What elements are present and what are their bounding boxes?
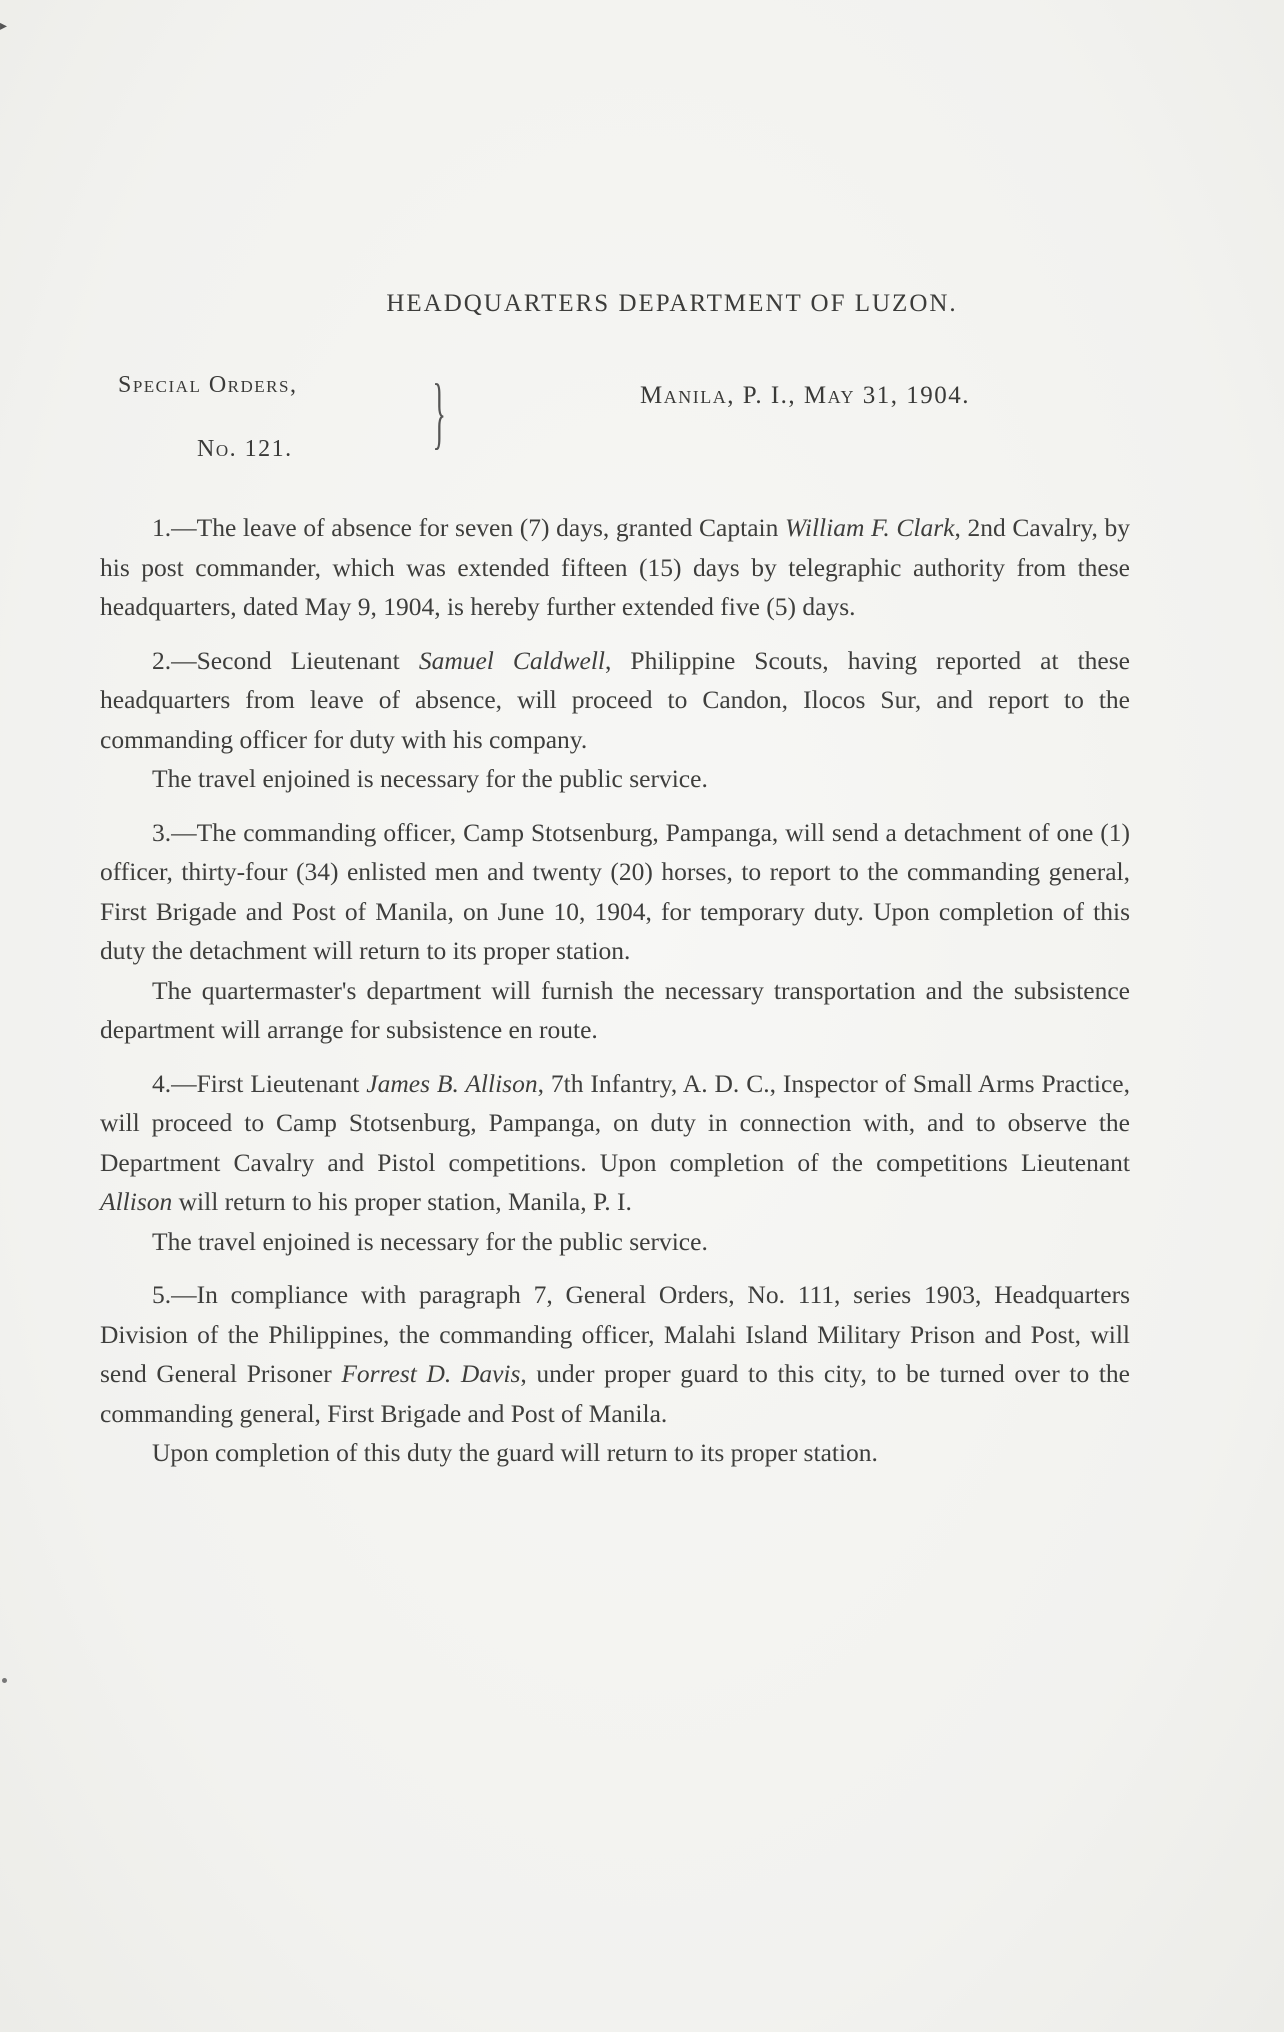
- paragraph-3: [100, 813, 1130, 971]
- special-orders-label: Special Orders,: [118, 372, 298, 398]
- paragraph-text: —Second Lieutenant: [171, 645, 419, 675]
- page-edge-mark: ▸: [0, 18, 8, 34]
- paragraph-number: 1.: [152, 513, 172, 542]
- document-header: HEADQUARTERS DEPARTMENT OF LUZON.: [386, 290, 958, 317]
- paragraph-text: —First Lieutenant: [171, 1068, 367, 1098]
- paragraph-number: 2.: [152, 645, 172, 675]
- paragraph-5-followup: Upon completion of this duty the guard will return to its proper station.: [152, 1438, 878, 1467]
- person-name: William F. Clark: [785, 513, 955, 542]
- paragraph-4: [100, 1064, 1130, 1222]
- person-name: Forrest D. Davis: [341, 1359, 521, 1388]
- person-name: James B. Allison: [366, 1068, 538, 1098]
- paragraph-4-followup: The travel enjoined is necessary for the public service.: [152, 1226, 708, 1256]
- paragraph-1: [100, 508, 1130, 627]
- paragraph-text: —The leave of absence for seven (7) days, granted Captain: [171, 513, 786, 542]
- paragraph-text: , 2nd Cavalry, by his post commander, which was extended fifteen (15) days by telegraphic authority from these headquarters, dated May 9, 1904, is hereby further extended five (5) days.: [100, 513, 1130, 621]
- page-edge-dot: [2, 1678, 7, 1683]
- paragraph-2-followup: The travel enjoined is necessary for the public service.: [152, 764, 708, 793]
- special-orders-number: No. 121.: [197, 436, 293, 462]
- document-body: [100, 508, 1130, 1473]
- paragraph-number: 5.: [152, 1280, 172, 1309]
- paragraph-number: 3.: [152, 817, 172, 847]
- paragraph-text: , Philippine Scouts, having reported at these headquarters from leave of absence, will proceed to Candon, Ilocos Sur, and report to the commanding officer for duty with his company.: [100, 645, 1130, 754]
- dateline: Manila, P. I., May 31, 1904.: [640, 382, 970, 409]
- person-name: Allison: [100, 1187, 173, 1216]
- paragraph-text: —The commanding officer, Camp Stotsenburg, Pampanga, will send a detachment of one (1) officer, thirty-four (34) enlisted men and twenty (20) horses, to report to the commanding general, First Brigade and Post of Manila, on June 10, 1904, for temporary duty. Upon completion of this duty the detachment will return to its proper station.: [100, 817, 1130, 965]
- paragraph-5: [100, 1275, 1130, 1433]
- paragraph-number: 4.: [152, 1068, 172, 1098]
- paragraph-text: —In compliance with paragraph 7, General Orders, No. 111, series 1903, Headquarters Division of the Philippines, the commanding officer, Malahi Island Military Prison and Post, will send General Prisoner: [100, 1280, 1130, 1388]
- paragraph-text: will return to his proper station, Manila, P. I.: [172, 1187, 632, 1216]
- paragraph-text: , under proper guard to this city, to be turned over to the commanding general, First Brigade and Post of Manila.: [100, 1359, 1130, 1428]
- orders-brace: }: [432, 369, 446, 457]
- paragraph-text: , 7th Infantry, A. D. C., Inspector of Small Arms Practice, will proceed to Camp Stotsenburg, Pampanga, on duty in connection with, and to observe the Department Cavalry and Pistol competitions. Upon completion of the competitions Lieutenant: [100, 1068, 1130, 1177]
- paragraph-3-followup: The quartermaster's department will furnish the necessary transportation and the subsistence department will arrange for subsistence en route.: [100, 975, 1130, 1044]
- paragraph-2: [100, 641, 1130, 760]
- person-name: Samuel Caldwell: [418, 645, 606, 675]
